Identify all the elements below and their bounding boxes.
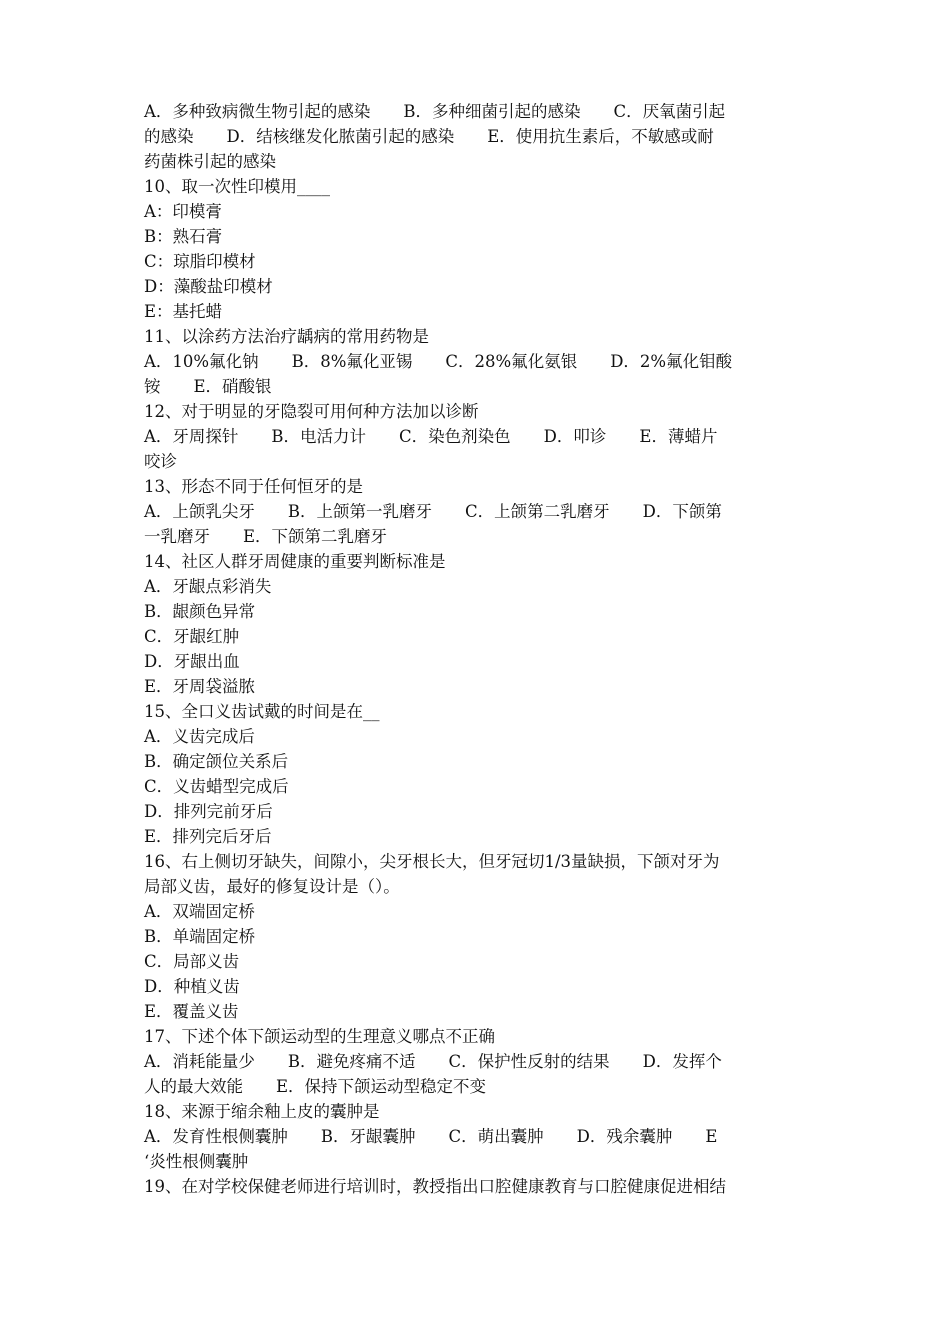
option-line: ‘炎性根侧囊肿 [144, 1152, 249, 1171]
question-11: 11、以涂药方法治疗龋病的常用药物是 [144, 327, 429, 346]
option-line: A．双端固定桥 [144, 902, 255, 921]
option-line: A．牙周探针 B．电活力计 C．染色剂染色 D．叩诊 E．薄蜡片 [144, 427, 718, 446]
option-line: E．排列完后牙后 [144, 827, 272, 846]
option-line: A．义齿完成后 [144, 727, 255, 746]
text-line: 药菌株引起的感染 [144, 152, 276, 171]
option-line: B：熟石膏 [144, 227, 223, 246]
text-line: A．多种致病微生物引起的感染 B．多种细菌引起的感染 C．厌氧菌引起 [144, 102, 726, 121]
option-line: 人的最大效能 E．保持下颌运动型稳定不变 [144, 1077, 487, 1096]
option-line: E．覆盖义齿 [144, 1002, 239, 1021]
question-14: 14、社区人群牙周健康的重要判断标准是 [144, 552, 446, 571]
option-line: 铵 E．硝酸银 [144, 377, 272, 396]
option-line: E．牙周袋溢脓 [144, 677, 256, 696]
question-19: 19、在对学校保健老师进行培训时，教授指出口腔健康教育与口腔健康促进相结 [144, 1177, 726, 1196]
option-line: C：琼脂印模材 [144, 252, 256, 271]
option-line: A：印模膏 [144, 202, 222, 221]
option-line: D．排列完前牙后 [144, 802, 273, 821]
question-13: 13、形态不同于任何恒牙的是 [144, 477, 363, 496]
question-18: 18、来源于缩余釉上皮的囊肿是 [144, 1102, 380, 1121]
option-line: D．种植义齿 [144, 977, 240, 996]
question-15: 15、全口义齿试戴的时间是在__ [144, 702, 380, 721]
question-12: 12、对于明显的牙隐裂可用何种方法加以诊断 [144, 402, 479, 421]
document-page [144, 99, 808, 1199]
option-line: A．10%氟化钠 B．8%氟化亚锡 C．28%氟化氨银 D．2%氟化钼酸 [144, 352, 733, 371]
option-line: 咬诊 [144, 452, 177, 471]
option-line: B．单端固定桥 [144, 927, 256, 946]
option-line: E：基托蜡 [144, 302, 223, 321]
option-line: D：藻酸盐印模材 [144, 277, 273, 296]
text-line: 局部义齿，最好的修复设计是（）。 [144, 877, 400, 896]
option-line: C．义齿蜡型完成后 [144, 777, 289, 796]
option-line: A．消耗能量少 B．避免疼痛不适 C．保护性反射的结果 D．发挥个 [144, 1052, 722, 1071]
text-line: 的感染 D．结核继发化脓菌引起的感染 E．使用抗生素后，不敏感或耐 [144, 127, 714, 146]
question-16: 16、右上侧切牙缺失，间隙小，尖牙根长大，但牙冠切1/3量缺损，下颌对牙为 [144, 852, 720, 871]
option-line: B．龈颜色异常 [144, 602, 256, 621]
option-line: A．牙龈点彩消失 [144, 577, 272, 596]
question-10: 10、取一次性印模用____ [144, 177, 330, 196]
option-line: C．牙龈红肿 [144, 627, 240, 646]
option-line: A．上颌乳尖牙 B．上颌第一乳磨牙 C．上颌第二乳磨牙 D．下颌第 [144, 502, 722, 521]
option-line: D．牙龈出血 [144, 652, 240, 671]
option-line: C．局部义齿 [144, 952, 240, 971]
option-line: A．发育性根侧囊肿 B．牙龈囊肿 C．萌出囊肿 D．残余囊肿 E [144, 1127, 718, 1146]
option-line: 一乳磨牙 E．下颌第二乳磨牙 [144, 527, 388, 546]
option-line: B．确定颌位关系后 [144, 752, 289, 771]
question-17: 17、下述个体下颌运动型的生理意义哪点不正确 [144, 1027, 495, 1046]
